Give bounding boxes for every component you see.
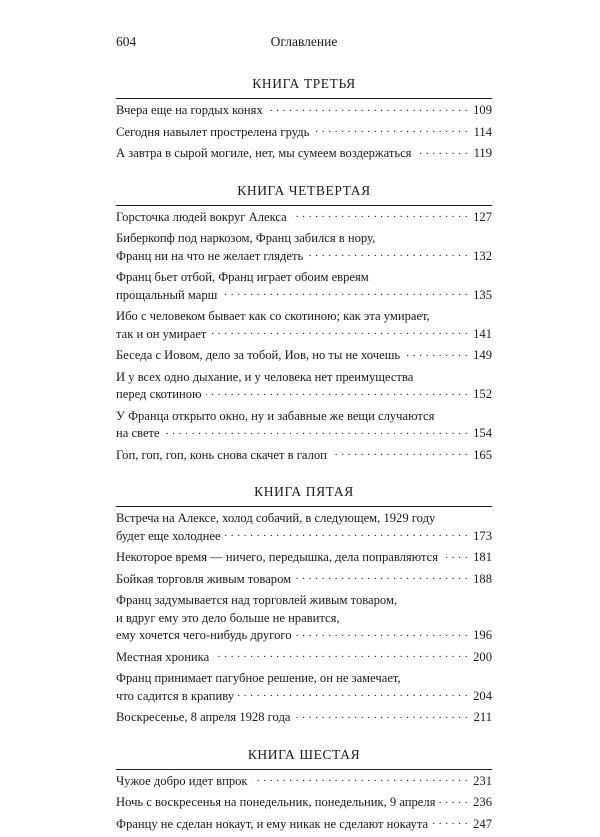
running-head — [116, 34, 492, 56]
dot-leader — [267, 102, 468, 114]
book-title: КНИГА ЧЕТВЕРТАЯ — [237, 182, 371, 198]
dot-leader — [313, 124, 468, 136]
entry-title-line: Воскресенье, 8 апреля 1928 года — [116, 710, 291, 724]
entry-title-line: Беседа с Иовом, дело за тобой, Иов, но ты не хочешь — [116, 348, 401, 362]
entry-last-line — [116, 145, 492, 163]
entry-title-line: Ночь с воскресенья на понедельник, понедельник, 9 апреля — [116, 795, 436, 809]
entry-page-number: 200 — [473, 649, 492, 664]
entry-title-line: У Франца открыто окно, ну и забавные же вещи случаются — [116, 408, 435, 423]
entry-title-line: Франц задумывается над торговлей живым товаром, — [116, 593, 398, 607]
entry-page-number: 165 — [473, 447, 492, 462]
toc-entry — [116, 347, 492, 365]
section-rule — [116, 506, 492, 507]
dot-leader — [238, 688, 468, 700]
entry-last-line — [116, 326, 492, 344]
dot-leader — [415, 145, 468, 157]
dot-leader — [206, 386, 469, 398]
entry-title-line: Франц бьет отбой, Франц играет обоим евреям — [116, 270, 369, 284]
entry-title-line: Гоп, гоп, гоп, конь снова скачет в галоп — [116, 447, 327, 462]
entry-last-line — [116, 124, 492, 142]
book-section — [116, 747, 492, 834]
toc-entry — [116, 230, 492, 265]
dot-leader — [221, 287, 468, 299]
toc-entry — [116, 773, 492, 791]
entry-page-number: 204 — [473, 688, 492, 703]
section-rule — [116, 205, 492, 206]
entry-page-number: 181 — [473, 550, 492, 564]
toc-entry — [116, 447, 492, 465]
entry-title-line: будет еще холоднее — [116, 528, 221, 543]
dot-leader — [439, 794, 468, 806]
entry-page-number: 135 — [473, 287, 492, 302]
entry-last-line — [116, 248, 492, 266]
dot-leader — [294, 709, 468, 721]
entry-last-line — [116, 709, 492, 727]
entry-last-line — [116, 287, 492, 305]
toc-entry — [116, 510, 492, 545]
dot-leader — [296, 627, 468, 639]
dot-leader — [442, 549, 468, 561]
book-section — [116, 484, 492, 727]
entry-title-line: ему хочется чего-нибудь другого — [116, 628, 292, 642]
toc-entry — [116, 592, 492, 645]
toc-page — [116, 34, 492, 837]
entry-page-number: 149 — [473, 348, 492, 362]
entry-page-number: 231 — [473, 773, 492, 788]
entry-title-line: Бойкая торговля живым товаром — [116, 571, 292, 586]
toc-entry — [116, 549, 492, 567]
entry-title-line: так и он умирает — [116, 326, 207, 341]
entry-title-line: Горсточка людей вокруг Алекса — [116, 209, 287, 224]
dot-leader — [291, 209, 468, 221]
dot-leader — [213, 649, 468, 661]
entry-last-line — [116, 773, 492, 791]
entry-page-number: 196 — [473, 628, 492, 642]
toc-entry — [116, 145, 492, 163]
entry-title-line: и вдруг ему это дело больше не нравится, — [116, 610, 340, 625]
dot-leader — [210, 326, 468, 338]
entry-last-line — [116, 425, 492, 443]
entry-last-line — [116, 549, 492, 567]
entry-last-line — [116, 447, 492, 465]
entry-page-number: 141 — [473, 326, 492, 341]
book-title: КНИГА ШЕСТАЯ — [247, 746, 361, 762]
entry-title-line: Ибо с человеком бывает как со скотиною; как эта умирает, — [116, 309, 430, 323]
entry-page-number: 119 — [473, 146, 492, 160]
entry-last-line — [116, 209, 492, 227]
dot-leader — [164, 425, 468, 437]
toc-entry — [116, 102, 492, 120]
entry-last-line — [116, 688, 492, 706]
entry-last-line — [116, 528, 492, 546]
entry-last-line — [116, 347, 492, 365]
entry-page-number: 152 — [473, 387, 492, 401]
entry-title-line: Встреча на Алексе, холод собачий, в следующем, 1929 году — [116, 511, 436, 525]
section-rule — [116, 98, 492, 99]
entry-page-number: 114 — [473, 124, 492, 139]
entry-title-line: Франц ни на что не желает глядеть — [116, 248, 304, 263]
toc-entry — [116, 794, 492, 812]
dot-leader — [225, 528, 468, 540]
entry-page-number: 211 — [473, 710, 492, 724]
book-section — [116, 76, 492, 163]
toc-entry — [116, 816, 492, 834]
entry-last-line — [116, 649, 492, 667]
entry-last-line — [116, 571, 492, 589]
entry-page-number: 132 — [473, 248, 492, 263]
section-rule — [116, 769, 492, 770]
toc-entry — [116, 649, 492, 667]
toc-entry — [116, 369, 492, 404]
book-section — [116, 183, 492, 465]
page-number: 604 — [116, 34, 137, 49]
entry-title-line: прощальный марш — [116, 287, 218, 302]
entry-title-line: Местная хроника — [116, 649, 210, 664]
entry-title-line: Чужое добро идет впрок — [116, 773, 248, 788]
entry-page-number: 236 — [473, 795, 492, 809]
entry-title-line: Францу не сделан нокаут, и ему никак не сделают нокаута — [116, 816, 429, 831]
toc-entry — [116, 709, 492, 727]
entry-last-line — [116, 794, 492, 812]
entry-last-line — [116, 816, 492, 834]
entry-last-line — [116, 102, 492, 120]
entry-title-line: перед скотиною — [116, 387, 202, 401]
entry-title-line: А завтра в сырой могиле, нет, мы сумеем воздержаться — [116, 146, 412, 160]
book-title: КНИГА ТРЕТЬЯ — [252, 76, 356, 91]
entry-title-line: Сегодня навылет прострелена грудь — [116, 124, 310, 139]
toc-entry — [116, 269, 492, 304]
entry-title-line: Франц принимает пагубное решение, он не замечает, — [116, 671, 401, 685]
entry-page-number: 109 — [473, 103, 492, 117]
dot-leader — [295, 571, 468, 583]
book-title: КНИГА ПЯТАЯ — [254, 484, 354, 499]
dot-leader — [331, 447, 468, 459]
entry-last-line — [116, 386, 492, 404]
dot-leader — [307, 248, 468, 260]
toc-entry — [116, 571, 492, 589]
entry-last-line — [116, 627, 492, 645]
table-of-contents — [116, 76, 492, 833]
entry-page-number: 173 — [473, 528, 492, 543]
entry-page-number: 247 — [473, 816, 492, 831]
entry-title-line: Вчера еще на гордых конях — [116, 103, 263, 117]
entry-page-number: 154 — [473, 426, 492, 440]
dot-leader — [252, 773, 468, 785]
toc-entry — [116, 209, 492, 227]
toc-entry — [116, 408, 492, 443]
entry-page-number: 188 — [473, 571, 492, 586]
entry-title-line: что садится в крапиву — [116, 688, 235, 703]
running-title: Оглавление — [270, 34, 338, 49]
toc-entry — [116, 124, 492, 142]
entry-title-line: Биберкопф под наркозом, Франц забился в нору, — [116, 231, 376, 245]
toc-entry — [116, 670, 492, 705]
dot-leader — [404, 347, 468, 359]
entry-page-number: 127 — [473, 209, 492, 224]
entry-title-line: на свете — [116, 426, 160, 440]
dot-leader — [432, 816, 468, 828]
entry-title-line: Некоторое время — ничего, передышка, дела поправляются — [116, 550, 439, 564]
toc-entry — [116, 308, 492, 343]
entry-title-line: И у всех одно дыхание, и у человека нет преимущества — [116, 369, 414, 384]
